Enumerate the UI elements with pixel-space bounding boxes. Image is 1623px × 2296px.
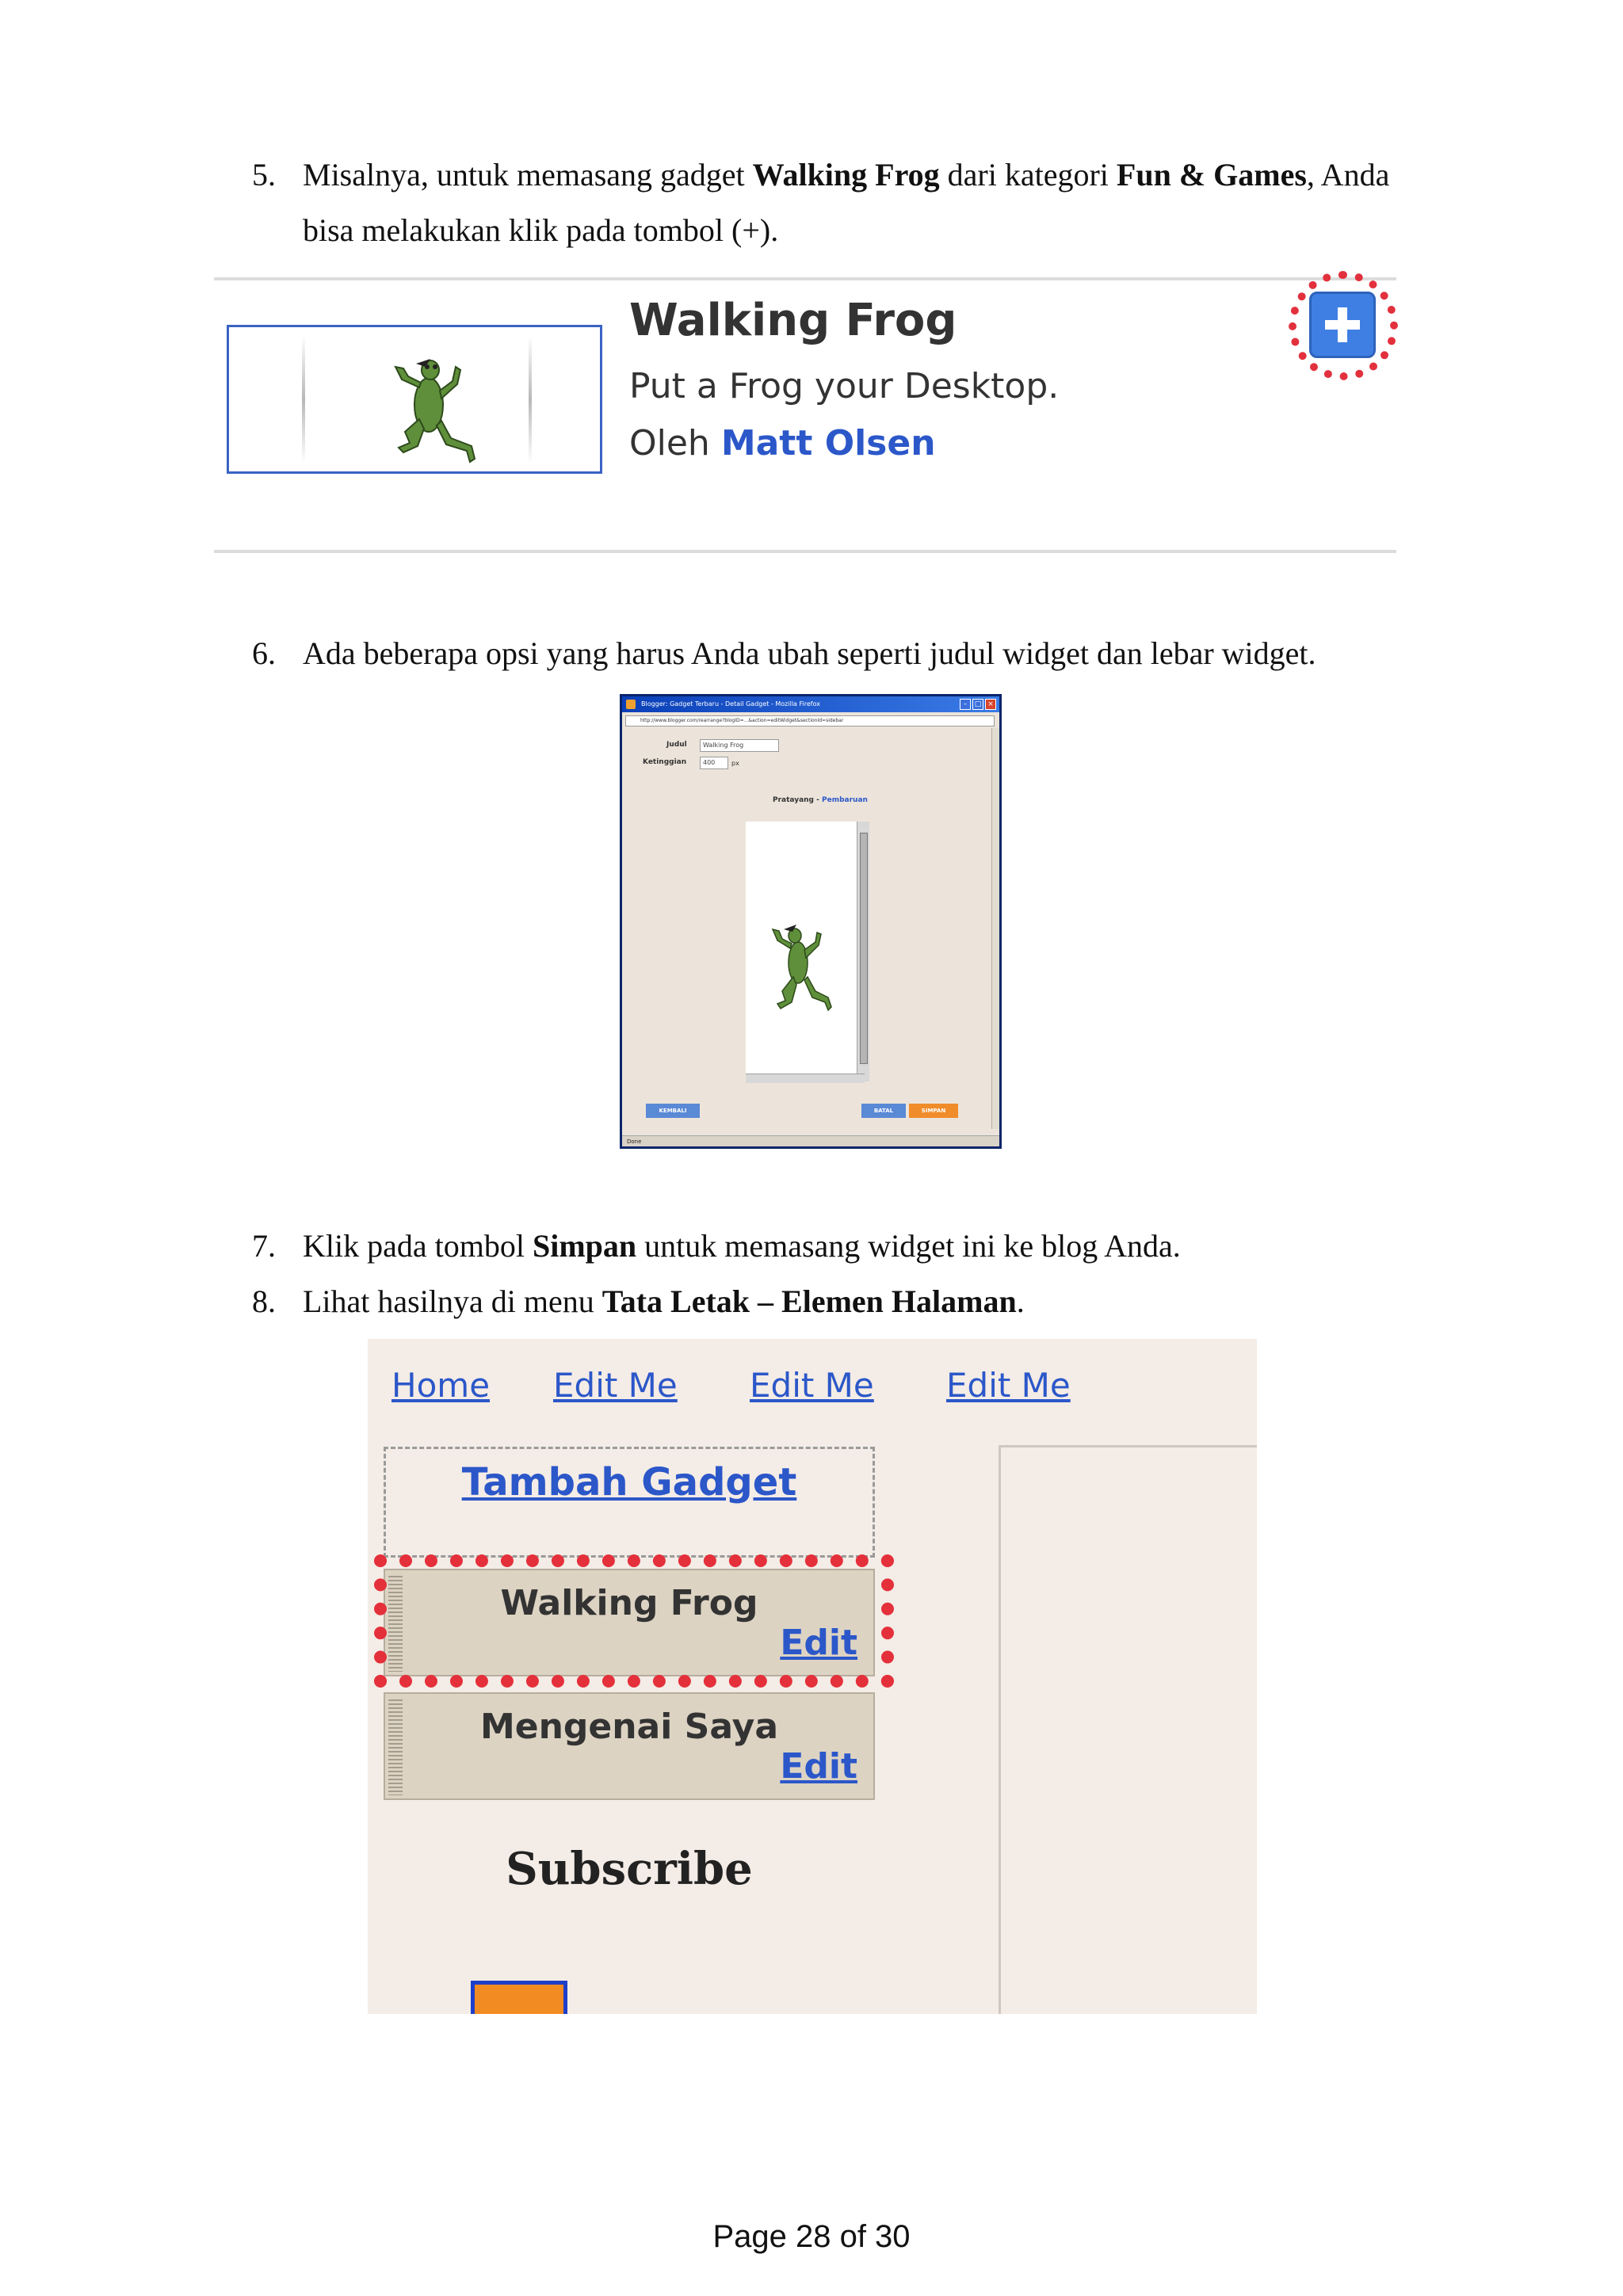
step-text: Misalnya, untuk memasang gadget Walking Frog dari kategori Fun & Games, Anda <box>303 157 1390 193</box>
minimize-button[interactable]: – <box>960 699 971 710</box>
step-text: Lihat hasilnya di menu Tata Letak – Elemen Halaman. <box>303 1283 1025 1319</box>
add-gadget-button[interactable] <box>1309 292 1376 358</box>
step-text-line2: bisa melakukan klik pada tombol (+). <box>303 212 779 248</box>
field-label-title: Judul <box>666 741 687 749</box>
author-label: Oleh <box>629 423 710 463</box>
step-text: Ada beberapa opsi yang harus Anda ubah seperti judul widget dan lebar widget. <box>303 635 1316 671</box>
step-number: 8. <box>252 1283 276 1319</box>
scroll-thumb[interactable] <box>860 833 868 1064</box>
window-scrollbar[interactable] <box>991 728 999 1129</box>
window-titlebar <box>622 696 999 712</box>
step-7 <box>252 1219 1441 1274</box>
edit-link[interactable]: Edit <box>780 1746 857 1787</box>
highlight-frame <box>374 1554 894 1688</box>
close-button[interactable]: × <box>985 699 996 710</box>
frog-image <box>229 327 605 476</box>
step-text: Klik pada tombol Simpan untuk memasang widget ini ke blog Anda. <box>303 1228 1181 1264</box>
gadget-description: Put a Frog your Desktop. <box>629 366 1060 406</box>
gadget-settings-dialog <box>620 694 1002 1149</box>
page-number: Page 28 of 30 <box>712 2219 911 2254</box>
plus-icon <box>1320 303 1365 347</box>
add-gadget-area <box>384 1447 875 1558</box>
save-button[interactable]: SIMPAN <box>909 1104 958 1118</box>
divider <box>214 550 1396 553</box>
height-input[interactable]: 400 <box>700 757 728 769</box>
gadget-title[interactable]: Walking Frog <box>629 295 957 346</box>
cancel-button[interactable]: BATAL <box>861 1104 906 1118</box>
refresh-link[interactable]: Pembaruan <box>822 796 868 804</box>
gadget-mengenai-saya[interactable] <box>384 1692 875 1800</box>
nav-home[interactable]: Home <box>391 1366 491 1405</box>
gadget-author-line <box>629 423 936 463</box>
preview-label: Pratayang <box>773 796 814 804</box>
height-unit: px <box>731 760 739 767</box>
address-bar[interactable]: http://www.blogger.com/rearrange?blogID=...&action=editWidget&sectionId=sidebar <box>625 715 995 727</box>
field-label-height: Ketinggian <box>643 758 687 766</box>
edit-link[interactable]: Edit <box>780 1623 857 1663</box>
author-link[interactable]: Matt Olsen <box>720 423 936 463</box>
step-number: 6. <box>252 635 276 671</box>
step-number: 7. <box>252 1228 276 1264</box>
gadget-name: Mengenai Saya <box>479 1707 779 1747</box>
window-title: Blogger: Gadget Terbaru - Detail Gadget - Mozilla Firefox <box>641 700 820 707</box>
nav-edit-me[interactable]: Edit Me <box>750 1366 874 1405</box>
title-input[interactable]: Walking Frog <box>700 739 779 752</box>
step-6 <box>252 626 1441 681</box>
window-icon <box>626 700 636 709</box>
preview-header <box>773 796 868 804</box>
frog-image <box>746 822 865 1074</box>
gadget-thumbnail[interactable] <box>227 325 602 474</box>
preview-separator: - <box>814 796 823 804</box>
layout-editor-screenshot <box>368 1339 1257 2014</box>
divider <box>214 277 1396 280</box>
rss-icon[interactable] <box>471 1981 567 2014</box>
back-button[interactable]: KEMBALI <box>646 1104 700 1118</box>
step-5 <box>252 147 1441 258</box>
gadget-card-figure <box>214 277 1396 555</box>
subscribe-heading: Subscribe <box>506 1843 753 1895</box>
preview-pane <box>746 822 865 1074</box>
add-gadget-link[interactable]: Tambah Gadget <box>461 1460 797 1505</box>
status-bar: Done <box>622 1135 999 1146</box>
nav-edit-me[interactable]: Edit Me <box>553 1366 678 1405</box>
step-number: 5. <box>252 157 276 193</box>
preview-horizontal-scrollbar[interactable] <box>746 1074 865 1083</box>
preview-scrollbar[interactable] <box>857 822 869 1081</box>
gadget-name: Walking Frog <box>500 1583 758 1623</box>
main-content-panel <box>999 1445 1257 2014</box>
nav-edit-me[interactable]: Edit Me <box>946 1366 1071 1405</box>
maximize-button[interactable]: □ <box>972 699 983 710</box>
step-8 <box>252 1274 1441 1329</box>
